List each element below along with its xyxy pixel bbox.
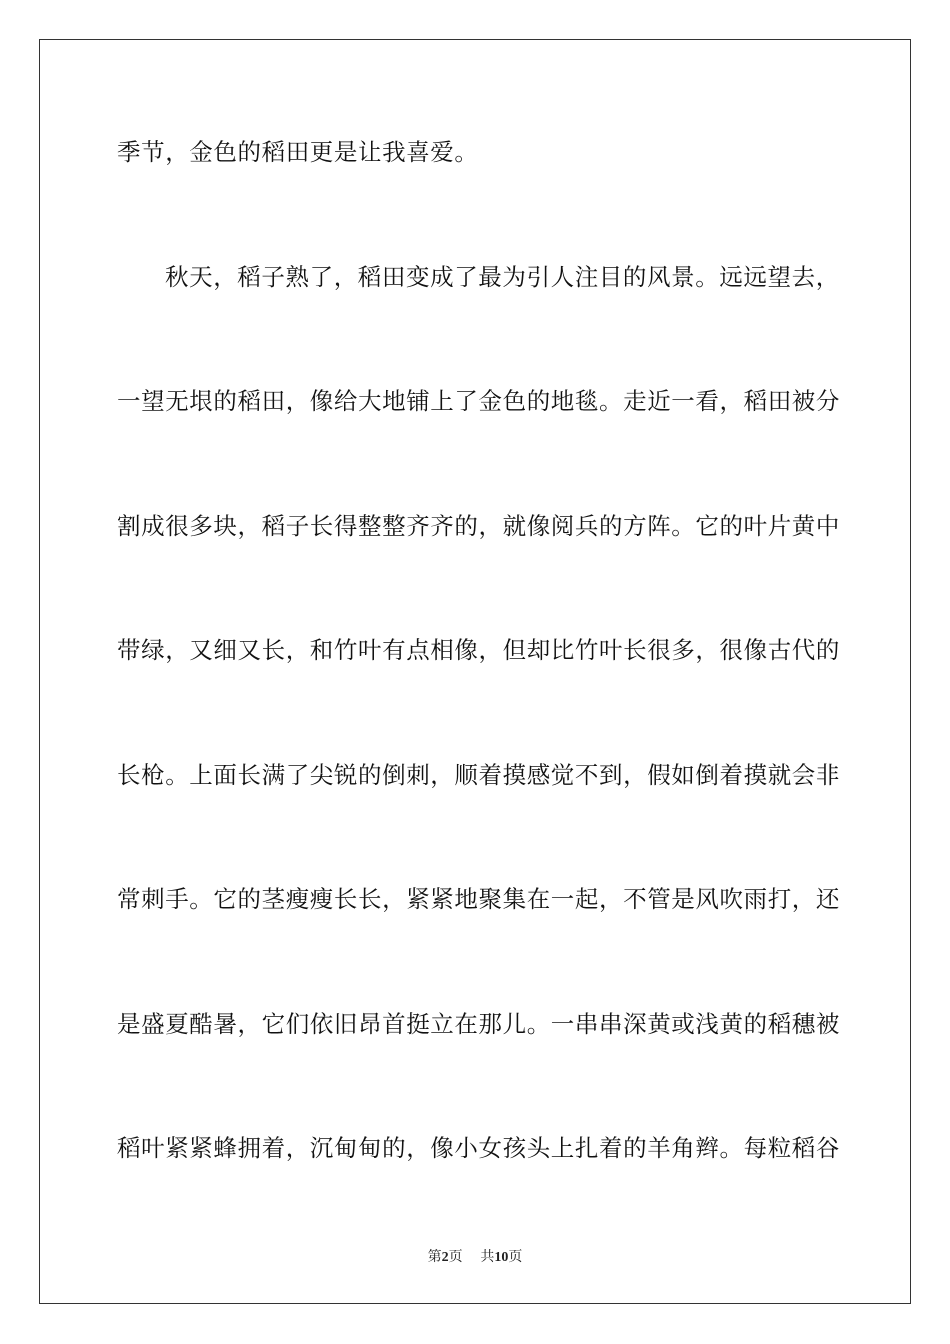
footer-total-pages: 10: [494, 1250, 509, 1265]
footer-page-prefix: 第: [427, 1249, 442, 1265]
paragraph-line-3: 一望无垠的稻田，像给大地铺上了金色的地毯。走近一看，稻田被分: [117, 387, 840, 415]
page-footer: [0, 1248, 950, 1267]
paragraph-line-8: 是盛夏酷暑，它们依旧昂首挺立在那儿。一串串深黄或浅黄的稻穗被: [117, 1010, 840, 1038]
page-border: [39, 39, 911, 1304]
paragraph-line-7: 常刺手。它的茎瘦瘦长长，紧紧地聚集在一起，不管是风吹雨打，还: [117, 885, 840, 913]
footer-total-suffix: 页: [508, 1249, 523, 1265]
paragraph-line-5: 带绿，又细又长，和竹叶有点相像，但却比竹叶长很多，很像古代的: [117, 636, 840, 664]
footer-total-prefix: 共: [480, 1249, 495, 1265]
paragraph-line-9: 稻叶紧紧蜂拥着，沉甸甸的，像小女孩头上扎着的羊角辫。每粒稻谷: [117, 1134, 840, 1162]
paragraph-line-6: 长枪。上面长满了尖锐的倒刺，顺着摸感觉不到，假如倒着摸就会非: [117, 761, 840, 789]
footer-page-number: 2: [441, 1250, 449, 1265]
footer-page-suffix: 页: [448, 1249, 463, 1265]
paragraph-line-2: 秋天，稻子熟了，稻田变成了最为引人注目的风景。远远望去，: [165, 263, 840, 291]
paragraph-line-1: 季节，金色的稻田更是让我喜爱。: [117, 138, 479, 166]
paragraph-line-4: 割成很多块，稻子长得整整齐齐的，就像阅兵的方阵。它的叶片黄中: [117, 512, 840, 540]
